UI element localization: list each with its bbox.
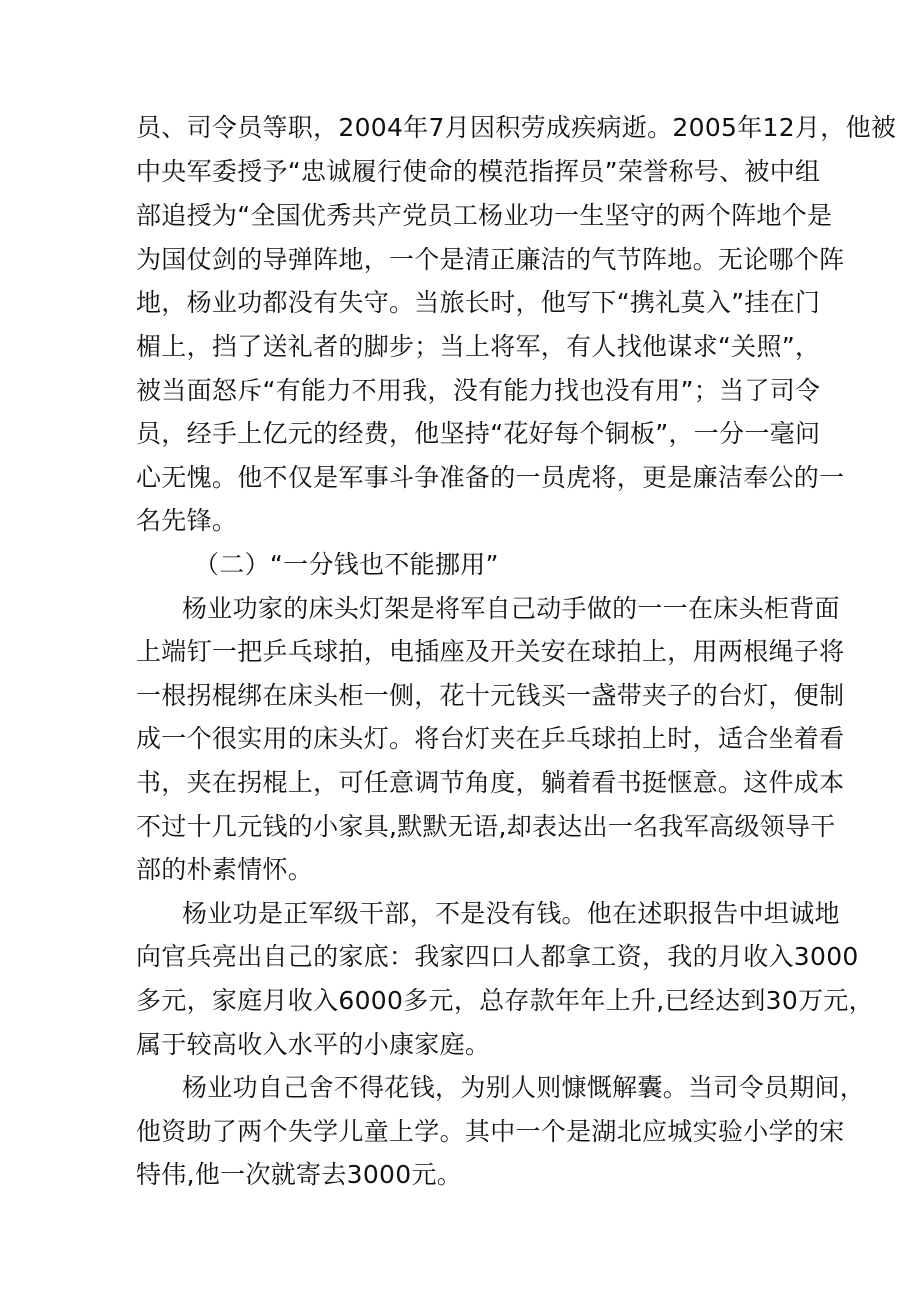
- text-line: 楣上，挡了送礼者的脚步；当上将军，有人找他谋求“关照”，: [136, 332, 821, 361]
- text-line: 中央军委授予“忠诚履行使命的模范指挥员”荣誉称号、被中组: [136, 157, 821, 186]
- text-line: 为国仗剑的导弹阵地，一个是清正廉洁的气节阵地。无论哪个阵: [136, 245, 845, 274]
- text-line: 书，夹在拐棍上，可任意调节角度，躺着看书挺惬意。这件成本: [136, 768, 845, 797]
- paragraph-first-line: 杨业功自己舍不得花钱，为别人则慷慨解囊。当司令员期间，: [182, 1073, 866, 1102]
- section-heading: （二）“一分钱也不能挪用”: [194, 550, 499, 579]
- text-line: 他资助了两个失学儿童上学。其中一个是湖北应城实验小学的宋: [136, 1117, 845, 1146]
- text-line: 属于较高收入水平的小康家庭。: [136, 1030, 491, 1059]
- text-line: 特伟,他一次就寄去3000元。: [136, 1160, 463, 1189]
- text-line: 不过十几元钱的小家具,默默无语,却表达出一名我军高级领导干: [136, 812, 836, 841]
- text-line: 名先锋。: [136, 506, 238, 535]
- text-line: 成一个很实用的床头灯。将台灯夹在乒乓球拍上时，适合坐着看: [136, 724, 845, 753]
- text-line: 被当面怒斥“有能力不用我，没有能力找也没有用”；当了司令: [136, 376, 821, 405]
- text-line: 心无愧。他不仅是军事斗争准备的一员虎将，更是廉洁奉公的一: [136, 463, 845, 492]
- text-line: 员，经手上亿元的经费，他坚持“花好每个铜板”，一分一毫问: [136, 419, 821, 448]
- text-line: 上端钉一把乒乓球拍，电插座及开关安在球拍上，用两根绳子将: [136, 637, 845, 666]
- text-line: 部追授为“全国优秀共产党员工杨业功一生坚守的两个阵地个是: [136, 201, 833, 230]
- text-line: 多元，家庭月收入6000多元，总存款年年上升,已经达到30万元，: [136, 986, 874, 1015]
- text-line: 员、司令员等职，2004年7月因积劳成疾病逝。2005年12月，他被: [136, 113, 897, 142]
- text-line: 部的朴素情怀。: [136, 855, 314, 884]
- paragraph-first-line: 杨业功家的床头灯架是将军自己动手做的一一在床头柜背面: [182, 594, 840, 623]
- paragraph-first-line: 杨业功是正军级干部，不是没有钱。他在述职报告中坦诚地: [182, 899, 840, 928]
- text-line: 地，杨业功都没有失守。当旅长时，他写下“携礼莫入”挂在门: [136, 288, 821, 317]
- text-line: 向官兵亮出自己的家底：我家四口人都拿工资，我的月收入3000: [136, 942, 859, 971]
- text-line: 一根拐棍绑在床头柜一侧，花十元钱买一盏带夹子的台灯，便制: [136, 681, 845, 710]
